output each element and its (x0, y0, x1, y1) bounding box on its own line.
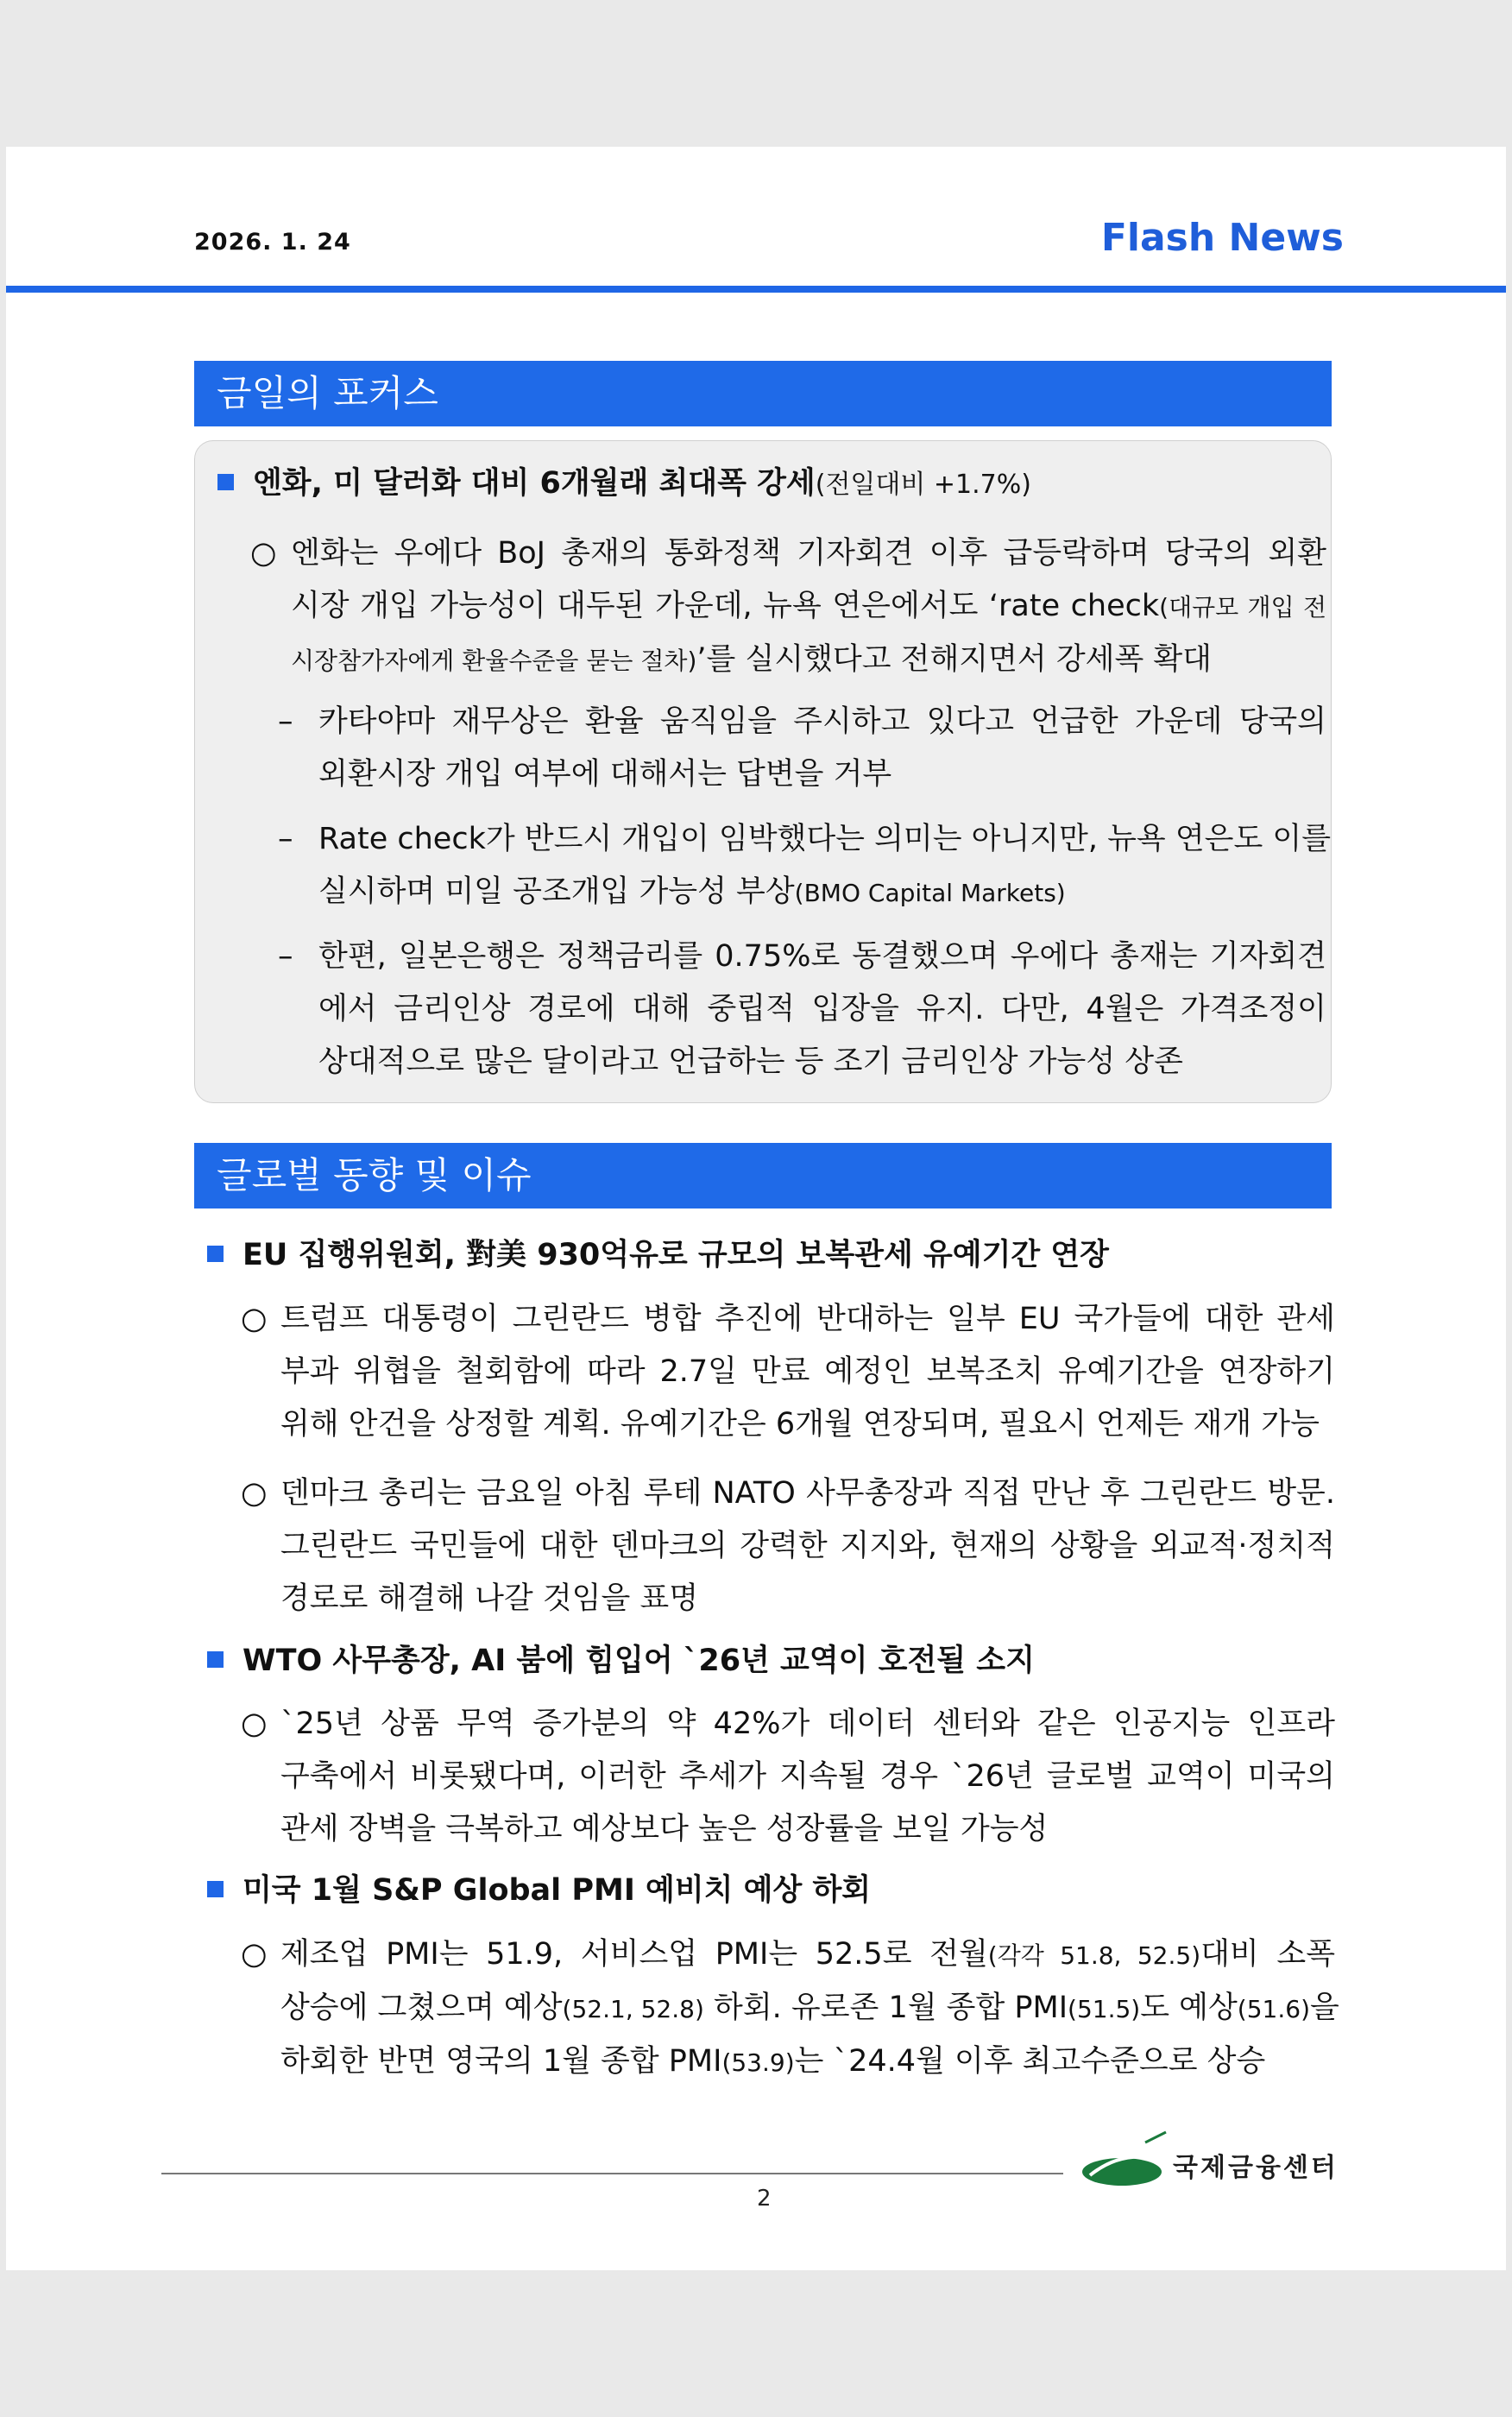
dash-bullet-icon: – (278, 822, 293, 856)
square-bullet-icon (217, 474, 234, 490)
focus-dash-2: Rate check가 반드시 개입이 임박했다는 의미는 아니지만, 뉴욕 연은도 이를 실시하며 미일 공조개입 가능성 부상(BMO Capital Markets) (318, 822, 1332, 909)
focus-heading: 엔화, 미 달러화 대비 6개월래 최대폭 강세(전일대비 +1.7%) (217, 463, 1031, 506)
org-name: 국제금융센터 (1173, 2153, 1339, 2183)
global-item2-heading: WTO 사무총장, AI 붐에 힘입어 `26년 교역이 호전될 소지 (207, 1640, 1035, 1682)
global-item1-bullet2: 덴마크 총리는 금요일 아침 루테 NATO 사무총장과 직접 만난 후 그린란드 방문. 그린란드 국민들에 대한 덴마크의 강력한 지지와, 현재의 상황을 외교적·정치적 경로로 해결해 나갈 것임을 표명 (280, 1476, 1335, 1616)
section-title-focus: 금일의 포커스 (194, 361, 1332, 426)
global-item1-heading: EU 집행위원회, 對美 930억유로 규모의 보복관세 유예기간 연장 (207, 1234, 1109, 1276)
global-item3-bullet1: 제조업 PMI는 51.9, 서비스업 PMI는 52.5로 전월(각각 51.8, 52.5)대비 소폭 상승에 그쳤으며 예상(52.1, 52.8) 하회. 유로존 1월 종합 PMI(51.5)도 예상(51.6)을 하회한 반면 영국의 1월 종합 PMI(53.9)는 `24.4월 이후 최고수준으로 상승 (280, 1937, 1339, 2079)
global-item2-bullet1: `25년 상품 무역 증가분의 약 42%가 데이터 센터와 같은 인공지능 인프라 구축에서 비롯됐다며, 이러한 추세가 지속될 경우 `26년 글로벌 교역이 미국의 관세 장벽을 극복하고 예상보다 높은 성장률을 보일 가능성 (280, 1707, 1335, 1846)
circle-bullet-icon: ○ (241, 1476, 268, 1511)
square-bullet-icon (207, 1651, 224, 1668)
kcif-logo-icon (1074, 2124, 1178, 2193)
circle-bullet-icon: ○ (241, 1937, 268, 1972)
global-item3-heading: 미국 1월 S&P Global PMI 예비치 예상 하회 (207, 1870, 871, 1911)
brand-title: Flash News (1100, 216, 1344, 260)
page-number: 2 (757, 2186, 772, 2212)
dash-bullet-icon: – (278, 939, 293, 974)
header-divider (6, 286, 1506, 293)
footer-divider (161, 2173, 1063, 2174)
circle-bullet-icon: ○ (241, 1707, 268, 1741)
focus-dash-1: 카타야마 재무상은 환율 움직임을 주시하고 있다고 언급한 가운데 당국의 외환시장 개입 여부에 대해서는 답변을 거부 (318, 704, 1326, 792)
section-title-global: 글로벌 동향 및 이슈 (194, 1143, 1332, 1208)
focus-bullet-1: 엔화는 우에다 BoJ 총재의 통화정책 기자회견 이후 급등락하며 당국의 외환 시장 개입 가능성이 대두된 가운데, 뉴욕 연은에서도 ‘rate check(대규모 개입 전 시장참가자에게 환율수준을 묻는 절차)’를 실시했다고 전해지면서 강세폭 확대 (291, 536, 1326, 677)
report-date: 2026. 1. 24 (194, 229, 351, 256)
circle-bullet-icon: ○ (241, 1302, 268, 1336)
dash-bullet-icon: – (278, 704, 293, 739)
square-bullet-icon (207, 1246, 224, 1262)
global-item1-bullet1: 트럼프 대통령이 그린란드 병합 추진에 반대하는 일부 EU 국가들에 대한 관세 부과 위협을 철회함에 따라 2.7일 만료 예정인 보복조치 유예기간을 연장하기 위해 안건을 상정할 계획. 유예기간은 6개월 연장되며, 필요시 언제든 재개 가능 (280, 1302, 1335, 1442)
square-bullet-icon (207, 1881, 224, 1897)
circle-bullet-icon: ○ (250, 536, 277, 571)
page (6, 147, 1506, 2270)
focus-dash-3: 한편, 일본은행은 정책금리를 0.75%로 동결했으며 우에다 총재는 기자회견 에서 금리인상 경로에 대해 중립적 입장을 유지. 다만, 4월은 가격조정이 상대적으로 많은 달이라고 언급하는 등 조기 금리인상 가능성 상존 (318, 939, 1326, 1079)
